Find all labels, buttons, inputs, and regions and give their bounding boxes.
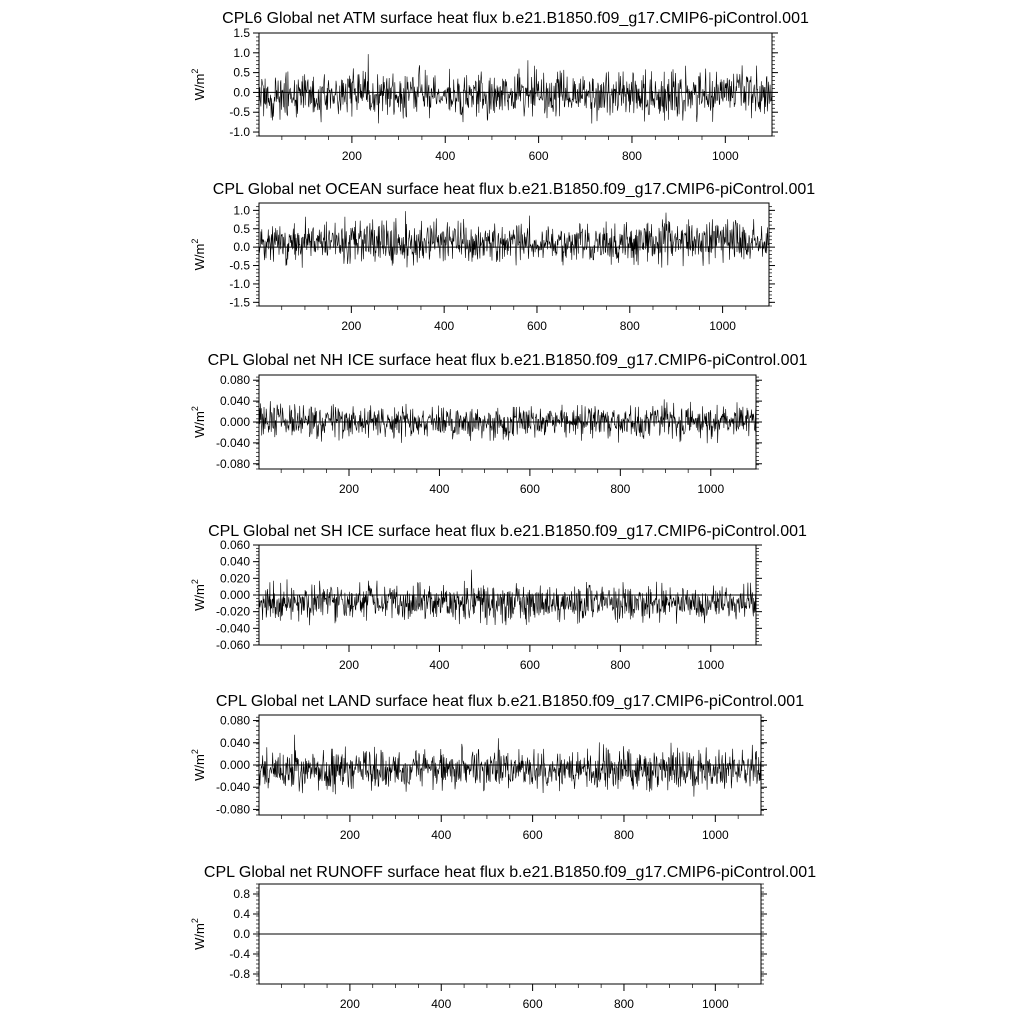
y-tick-label: -0.5 [229, 105, 250, 120]
y-tick-label: 0.060 [219, 538, 250, 552]
y-tick-label: -1.0 [229, 125, 250, 140]
y-tick-label: -0.4 [229, 947, 250, 961]
x-tick-label: 200 [338, 482, 360, 496]
y-tick-label: -0.080 [215, 802, 250, 817]
y-tick-label: 0.000 [219, 415, 250, 429]
x-tick-label: 1000 [709, 319, 736, 333]
x-tick-label: 1000 [701, 997, 729, 1011]
y-axis-label-unit: W/m [192, 73, 207, 101]
x-tick-label: 1000 [711, 149, 739, 163]
y-tick-label: 0.8 [233, 887, 250, 901]
x-tick-label: 800 [621, 149, 642, 163]
y-tick-label: 1.0 [233, 203, 250, 218]
y-tick-label: -0.5 [229, 258, 250, 273]
y-tick-label: -0.020 [215, 604, 250, 619]
y-axis-label-unit: W/m [192, 243, 207, 271]
y-tick-label: -0.8 [229, 967, 250, 981]
y-tick-label: 0.0 [233, 927, 250, 941]
y-tick-label: 0.040 [219, 554, 250, 569]
panel-title: CPL Global net RUNOFF surface heat flux b.e21.B1850.f09_g17.CMIP6-piControl.001 [203, 864, 817, 881]
panel-title: CPL Global net LAND surface heat flux b.e21.B1850.f09_g17.CMIP6-piControl.001 [215, 693, 805, 710]
y-axis-label-exponent: 2 [190, 579, 200, 585]
y-tick-label: -1.5 [229, 295, 250, 310]
y-tick-label: 1.0 [233, 45, 250, 60]
x-tick-label: 600 [519, 658, 540, 672]
y-tick-label: 0.5 [233, 65, 250, 80]
x-tick-label: 600 [522, 828, 543, 842]
y-tick-label: -0.040 [215, 435, 250, 450]
x-tick-label: 800 [613, 997, 634, 1011]
panel-title: CPL6 Global net ATM surface heat flux b.e21.B1850.f09_g17.CMIP6-piControl.001 [222, 10, 809, 27]
x-tick-label: 400 [435, 149, 456, 163]
x-tick-label: 200 [338, 658, 360, 672]
x-tick-label: 800 [610, 482, 631, 496]
x-tick-label: 600 [526, 319, 547, 333]
x-tick-label: 400 [429, 482, 450, 496]
y-tick-label: 0.4 [233, 907, 250, 921]
y-tick-label: 0.000 [219, 588, 250, 602]
y-axis-label-exponent: 2 [190, 238, 200, 244]
x-tick-label: 600 [522, 997, 543, 1011]
x-tick-label: 200 [339, 997, 360, 1011]
x-tick-label: 400 [431, 828, 452, 842]
y-tick-label: 1.5 [233, 26, 250, 40]
y-tick-label: 0.080 [219, 373, 250, 388]
x-tick-label: 800 [610, 658, 631, 672]
x-tick-label: 1000 [701, 828, 729, 842]
y-axis-label-unit: W/m [192, 754, 207, 781]
y-tick-label: 0.040 [219, 735, 250, 750]
x-tick-label: 800 [619, 319, 640, 333]
y-tick-label: 0.5 [233, 221, 250, 236]
panel-title: CPL Global net NH ICE surface heat flux b.e21.B1850.f09_g17.CMIP6-piControl.001 [207, 352, 808, 369]
y-axis-label-exponent: 2 [190, 749, 200, 755]
x-tick-label: 200 [341, 149, 362, 163]
y-tick-label: -1.0 [229, 276, 250, 291]
x-tick-label: 1000 [697, 658, 725, 672]
y-tick-label: -0.080 [215, 456, 250, 471]
y-tick-label: 0.0 [233, 85, 250, 100]
x-tick-label: 600 [528, 149, 549, 163]
y-tick-label: 0.080 [219, 713, 250, 728]
x-tick-label: 200 [339, 828, 360, 842]
y-tick-label: 0.020 [219, 571, 250, 586]
y-axis-label-exponent: 2 [190, 406, 200, 412]
panel-title: CPL Global net OCEAN surface heat flux b.e21.B1850.f09_g17.CMIP6-piControl.001 [212, 181, 816, 198]
y-tick-label: -0.040 [215, 621, 250, 636]
y-axis-label-unit: W/m [192, 584, 207, 611]
y-tick-label: 0.040 [219, 394, 250, 409]
panel-title: CPL Global net SH ICE surface heat flux b.e21.B1850.f09_g17.CMIP6-piControl.001 [208, 523, 807, 540]
x-tick-label: 400 [431, 997, 452, 1011]
y-tick-label: -0.060 [215, 638, 250, 652]
x-tick-label: 1000 [697, 482, 725, 496]
y-tick-label: 0.0 [233, 240, 250, 255]
x-tick-label: 800 [613, 828, 634, 842]
y-tick-label: -0.040 [215, 780, 250, 795]
y-axis-label-unit: W/m [192, 923, 207, 950]
x-tick-label: 400 [434, 319, 455, 333]
y-axis-label-exponent: 2 [190, 918, 200, 924]
x-tick-label: 600 [519, 482, 540, 496]
y-axis-label-unit: W/m [192, 411, 207, 438]
y-axis-label-exponent: 2 [190, 68, 200, 74]
x-tick-label: 400 [429, 658, 450, 672]
x-tick-label: 200 [341, 319, 362, 333]
y-tick-label: 0.000 [219, 758, 250, 772]
